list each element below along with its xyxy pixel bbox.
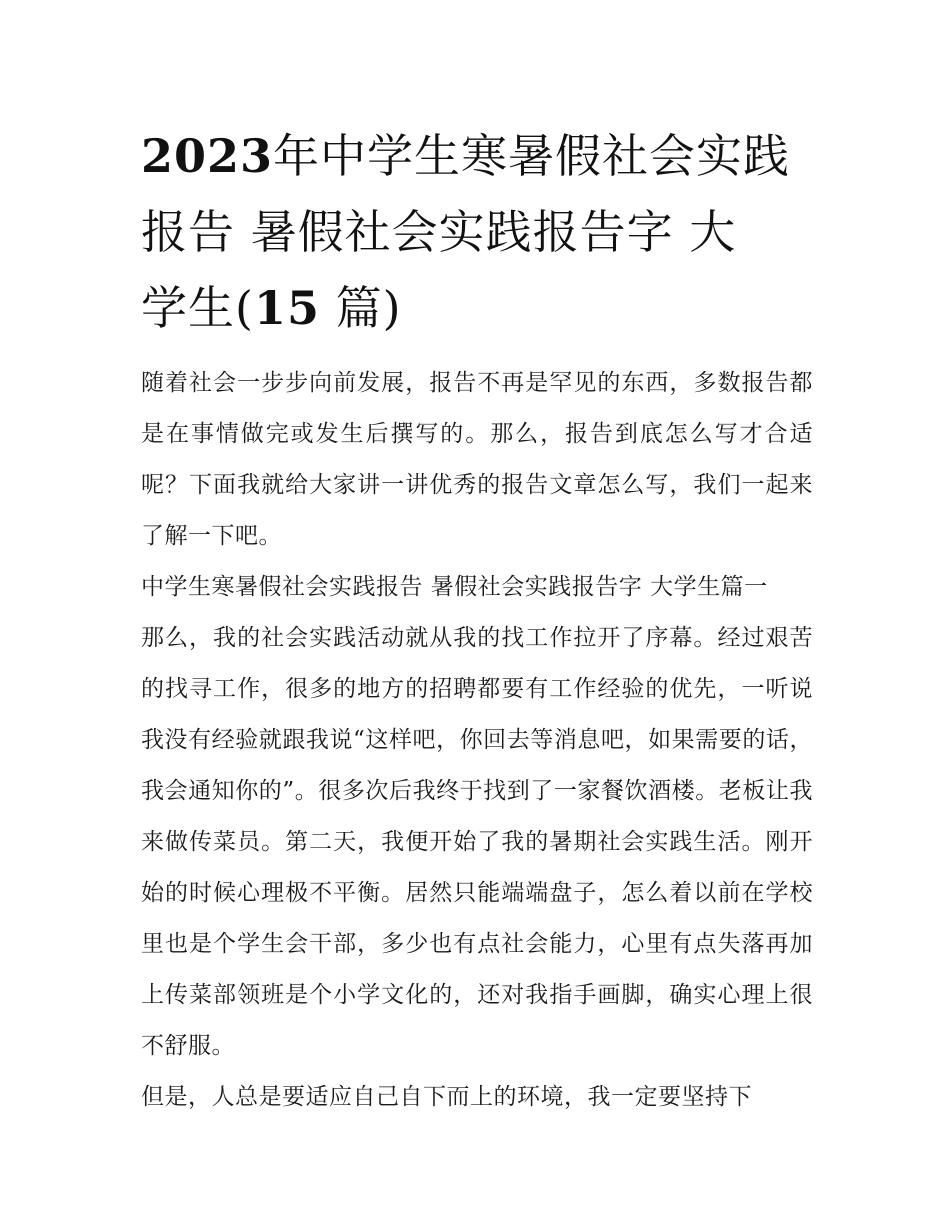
body-paragraph: 那么，我的社会实践活动就从我的找工作拉开了序幕。经过艰苦的找寻工作，很多的地方的招聘都要有工作经验的优先，一听说我没有经验就跟我说“这样吧，你回去等消息吧，如果需要的话，我会通知你的”。很多次后我终于找到了一家餐饮酒楼。老板让我来做传菜员。第二天，我便开始了我的暑期社会实践生活。刚开始的时候心理极不平衡。居然只能端端盘子，怎么着以前在学校里也是个学生会干部，多少也有点社会能力，心里有点失落再加上传菜部领班是个小学文化的，还对我指手画脚，确实心理上很不舒服。 — [141, 625, 813, 1059]
document-body — [141, 118, 813, 1123]
title-line2: 报告 暑假社会实践报告字 大 — [141, 205, 737, 259]
title-line3-end: 篇) — [319, 281, 402, 335]
body-paragraph-continued: 但是，人总是要适应自己自下而上的环境，我一定要坚持下 — [141, 1084, 752, 1110]
title-line3-start: 学生( — [141, 281, 254, 335]
intro-paragraph: 随着社会一步步向前发展，报告不再是罕见的东西，多数报告都是在事情做完或发生后撰写的。那么，报告到底怎么写才合适呢？下面我就给大家讲一讲优秀的报告文章怎么写，我们一起来了解一下吧。 — [141, 370, 813, 549]
title-line1: 年中学生寒暑假社会实践 — [273, 129, 791, 183]
title-year: 2023 — [141, 129, 274, 183]
document-title — [141, 118, 813, 346]
section-heading: 中学生寒暑假社会实践报告 暑假社会实践报告字 大学生篇一 — [141, 574, 768, 600]
title-count: 15 — [253, 281, 320, 335]
